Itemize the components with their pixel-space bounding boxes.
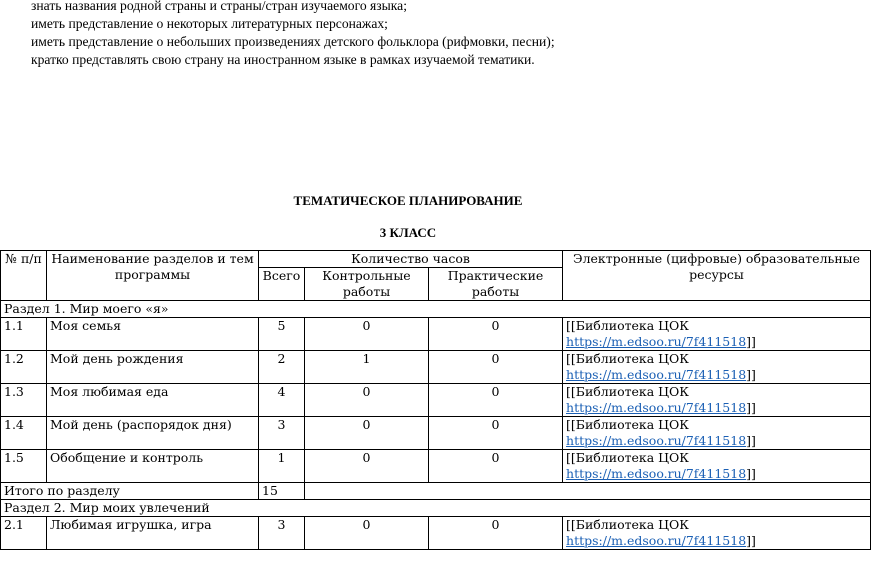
resource-link[interactable]: https://m.edsoo.ru/7f411518 (566, 533, 747, 548)
intro-line: знать названия родной страны и страны/стран изучаемого языка; (31, 0, 407, 13)
row-name: Моя семья (47, 318, 259, 351)
row-control: 1 (305, 351, 429, 384)
header-hours: Количество часов (259, 251, 563, 268)
section-row (1, 301, 871, 318)
header-num: № п/п (1, 251, 47, 301)
row-total: 1 (259, 450, 305, 483)
row-name: Обобщение и контроль (47, 450, 259, 483)
resource-prefix: [[Библиотека ЦОК (566, 351, 689, 366)
table-row (1, 351, 871, 384)
resource-suffix: ]] (746, 334, 756, 349)
row-practical: 0 (429, 450, 563, 483)
resource-prefix: [[Библиотека ЦОК (566, 450, 689, 465)
row-control: 0 (305, 417, 429, 450)
subtotal-label: Итого по разделу (1, 483, 259, 500)
row-name: Любимая игрушка, игра (47, 517, 259, 550)
table-row (1, 517, 871, 550)
resource-prefix: [[Библиотека ЦОК (566, 318, 689, 333)
resource-prefix: [[Библиотека ЦОК (566, 384, 689, 399)
row-control: 0 (305, 517, 429, 550)
row-resource (563, 517, 871, 550)
row-total: 4 (259, 384, 305, 417)
header-control: Контрольные работы (305, 268, 429, 301)
row-total: 3 (259, 517, 305, 550)
section-row (1, 500, 871, 517)
intro-line: кратко представлять свою страну на иностранном языке в рамках изучаемой тематики. (31, 52, 535, 67)
resource-prefix: [[Библиотека ЦОК (566, 417, 689, 432)
row-practical: 0 (429, 351, 563, 384)
table-row (1, 417, 871, 450)
resource-suffix: ]] (746, 400, 756, 415)
table-header-row (1, 251, 871, 268)
row-total: 5 (259, 318, 305, 351)
row-name: Мой день (распорядок дня) (47, 417, 259, 450)
resource-link[interactable]: https://m.edsoo.ru/7f411518 (566, 433, 747, 448)
planning-table (0, 250, 871, 550)
header-practical: Практические работы (429, 268, 563, 301)
resource-link[interactable]: https://m.edsoo.ru/7f411518 (566, 400, 747, 415)
row-num: 1.1 (1, 318, 47, 351)
row-resource (563, 351, 871, 384)
resource-link[interactable]: https://m.edsoo.ru/7f411518 (566, 334, 747, 349)
header-resources: Электронные (цифровые) образовательные ресурсы (563, 251, 871, 301)
section-title: Раздел 2. Мир моих увлечений (1, 500, 871, 517)
row-num: 1.5 (1, 450, 47, 483)
row-num: 2.1 (1, 517, 47, 550)
subtotal-empty (305, 483, 871, 500)
row-practical: 0 (429, 517, 563, 550)
row-resource (563, 450, 871, 483)
row-total: 2 (259, 351, 305, 384)
resource-suffix: ]] (746, 367, 756, 382)
row-practical: 0 (429, 417, 563, 450)
intro-list (31, 0, 555, 69)
row-name: Мой день рождения (47, 351, 259, 384)
resource-suffix: ]] (746, 533, 756, 548)
subtotal-row (1, 483, 871, 500)
page-subtitle: 3 КЛАСС (379, 225, 437, 240)
resource-link[interactable]: https://m.edsoo.ru/7f411518 (566, 367, 747, 382)
row-control: 0 (305, 318, 429, 351)
row-num: 1.3 (1, 384, 47, 417)
resource-link[interactable]: https://m.edsoo.ru/7f411518 (566, 466, 747, 481)
row-name: Моя любимая еда (47, 384, 259, 417)
row-num: 1.2 (1, 351, 47, 384)
resource-prefix: [[Библиотека ЦОК (566, 517, 689, 532)
row-resource (563, 417, 871, 450)
resource-suffix: ]] (746, 433, 756, 448)
intro-line: иметь представление о некоторых литературных персонажах; (31, 16, 388, 31)
intro-line: иметь представление о небольших произведениях детского фольклора (рифмовки, песни); (31, 34, 555, 49)
row-control: 0 (305, 450, 429, 483)
page-title: ТЕМАТИЧЕСКОЕ ПЛАНИРОВАНИЕ (293, 193, 523, 208)
subtotal-value: 15 (259, 483, 305, 500)
header-name: Наименование разделов и тем программы (47, 251, 259, 301)
table-row (1, 318, 871, 351)
section-title: Раздел 1. Мир моего «я» (1, 301, 871, 318)
row-resource (563, 318, 871, 351)
row-resource (563, 384, 871, 417)
table-row (1, 384, 871, 417)
table-row (1, 450, 871, 483)
row-total: 3 (259, 417, 305, 450)
row-control: 0 (305, 384, 429, 417)
resource-suffix: ]] (746, 466, 756, 481)
row-practical: 0 (429, 318, 563, 351)
row-num: 1.4 (1, 417, 47, 450)
header-total: Всего (259, 268, 305, 301)
row-practical: 0 (429, 384, 563, 417)
